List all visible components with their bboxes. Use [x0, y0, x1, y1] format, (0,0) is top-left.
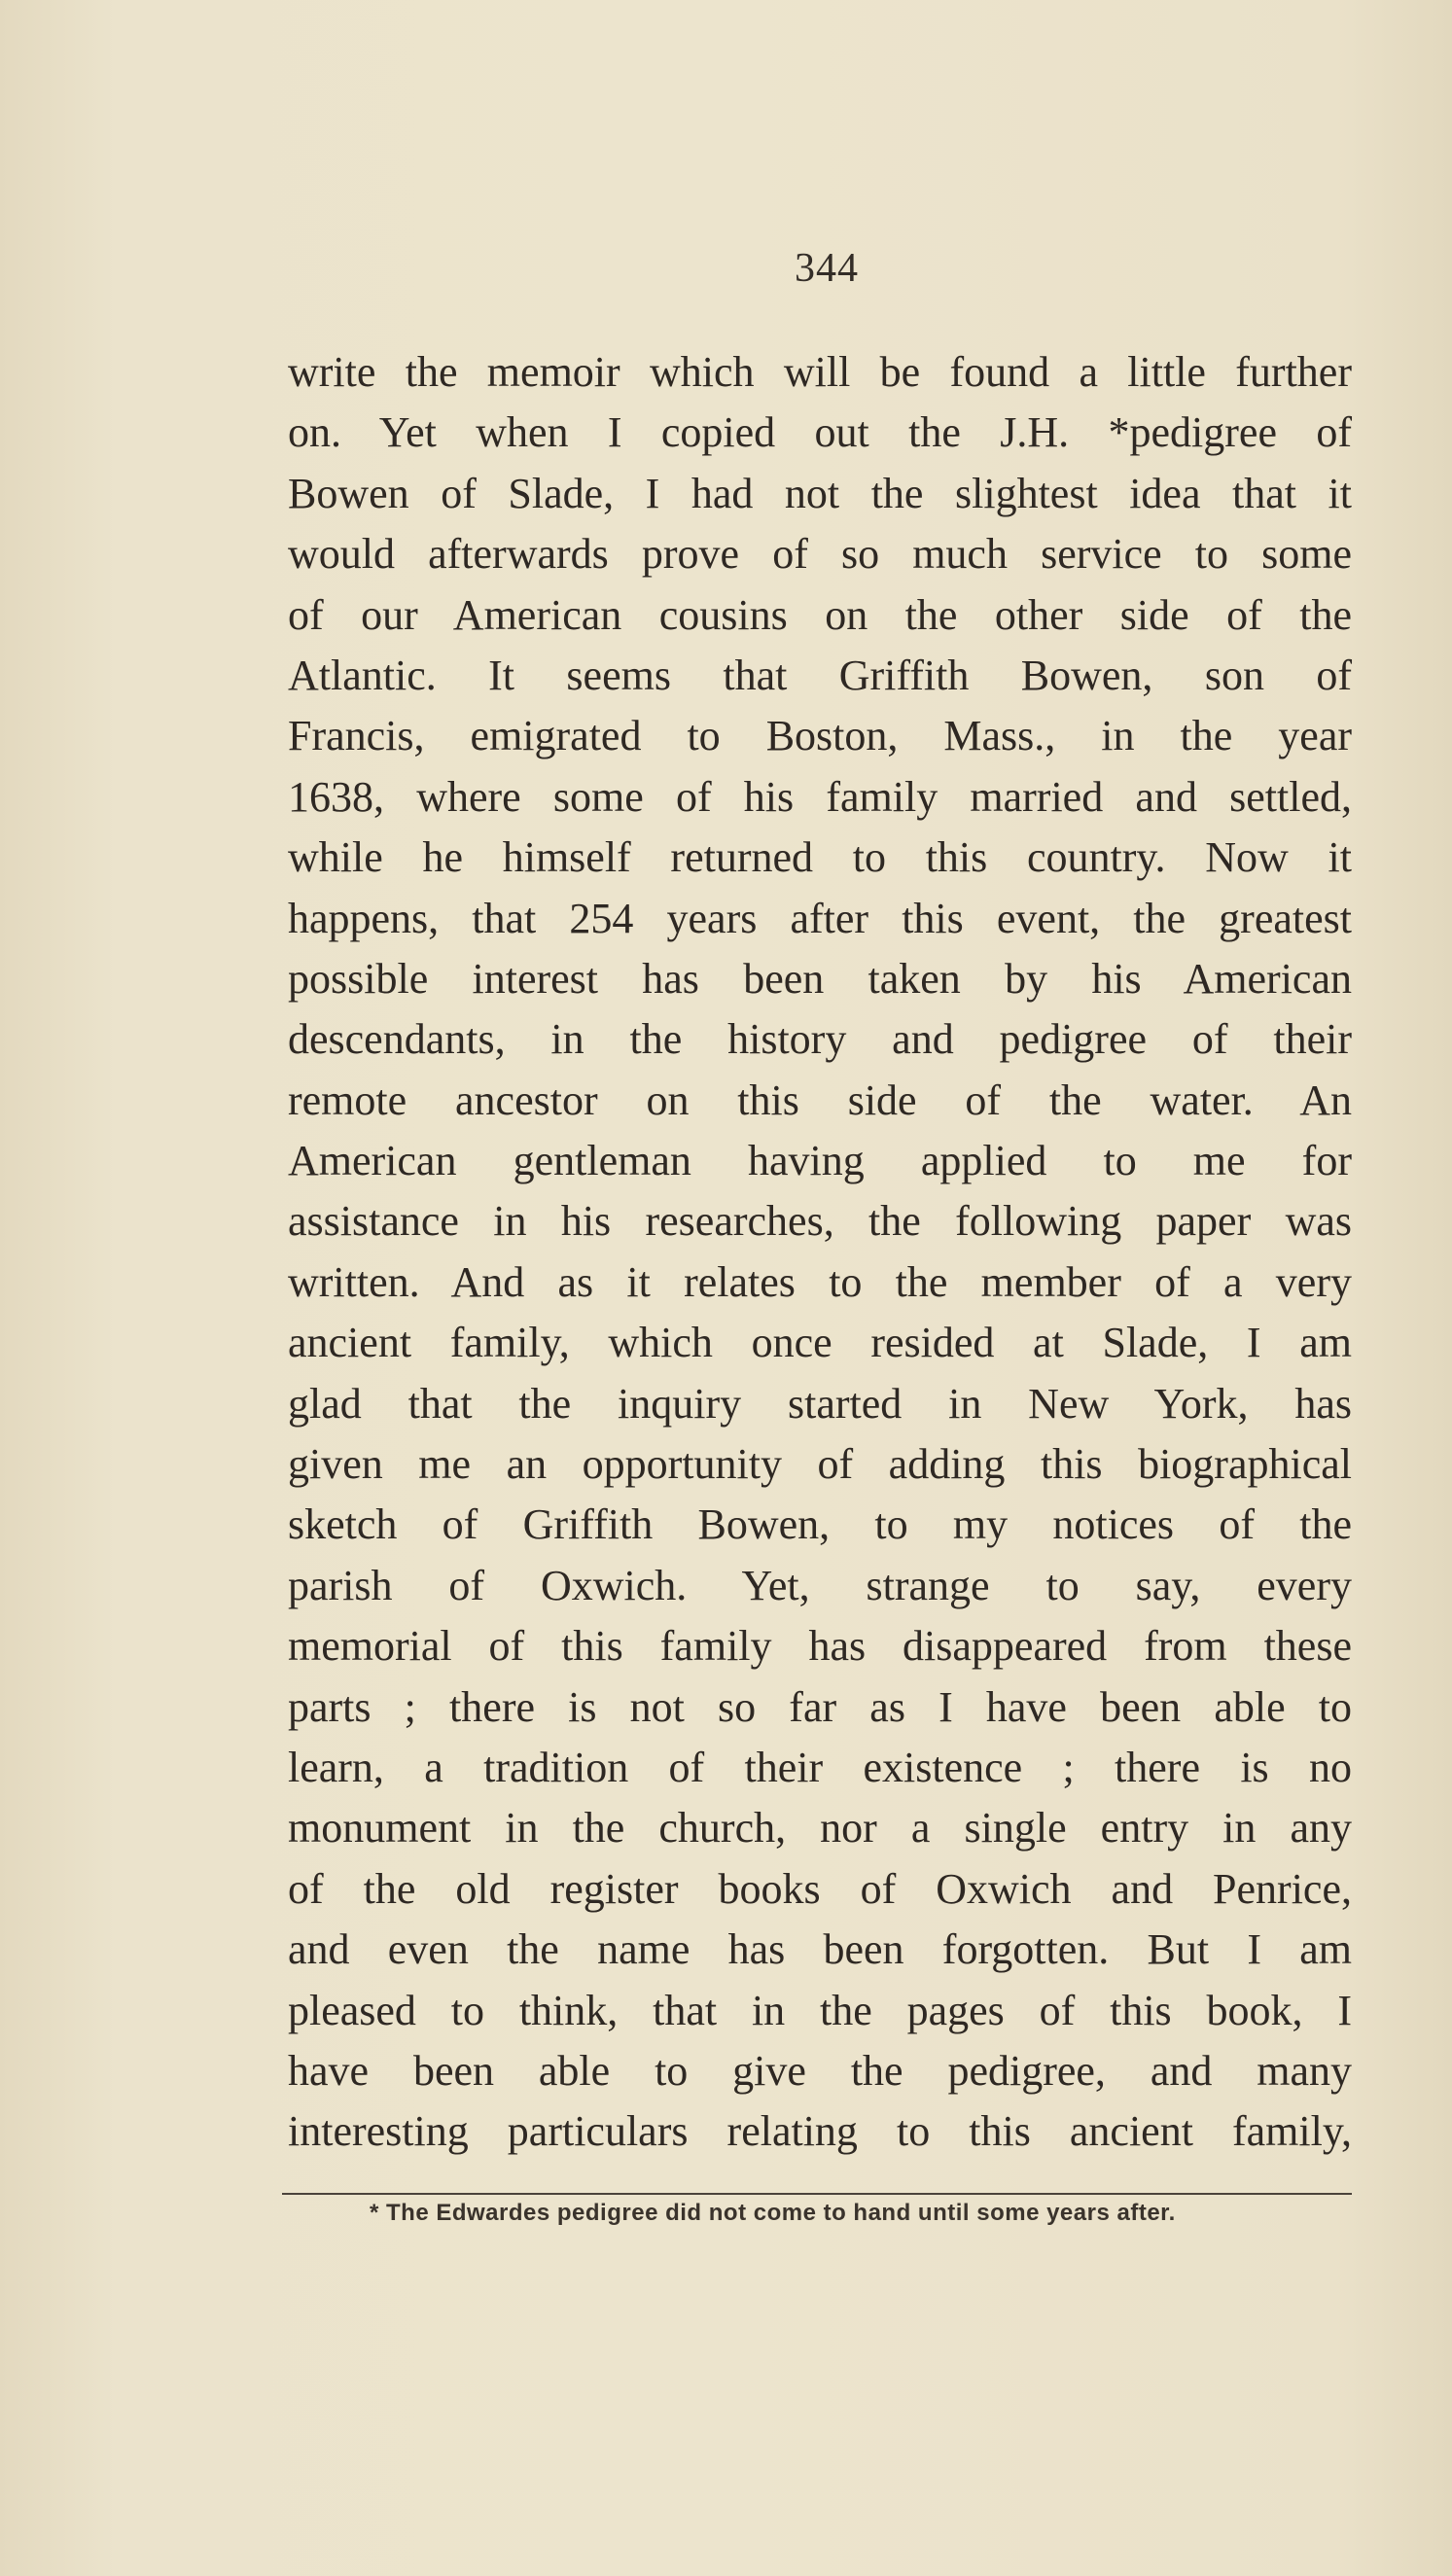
page-number: 344: [795, 246, 859, 291]
text-line: happens, that 254 years after this event, the greatest: [288, 894, 1352, 942]
text-line: American gentleman having applied to me for: [288, 1137, 1352, 1185]
text-line: Bowen of Slade, I had not the slightest idea that it: [288, 469, 1352, 517]
text-line: given me an opportunity of adding this biographical: [288, 1440, 1352, 1489]
text-line: learn, a tradition of their existence ; there is no: [288, 1743, 1352, 1791]
text-line: descendants, in the history and pedigree of their: [288, 1015, 1352, 1064]
text-line: while he himself returned to this country. Now it: [288, 833, 1352, 882]
text-line: ancient family, which once resided at Slade, I am: [288, 1319, 1352, 1367]
text-line: would afterwards prove of so much service to some: [288, 530, 1352, 579]
text-line: sketch of Griffith Bowen, to my notices of the: [288, 1500, 1352, 1549]
text-line: monument in the church, nor a single entry in any: [288, 1804, 1352, 1853]
text-line: write the memoir which will be found a little further: [288, 348, 1352, 396]
text-line: possible interest has been taken by his American: [288, 954, 1352, 1003]
text-line: and even the name has been forgotten. But I am: [288, 1925, 1352, 1974]
text-line: parish of Oxwich. Yet, strange to say, every: [288, 1561, 1352, 1609]
text-line: have been able to give the pedigree, and many: [288, 2046, 1352, 2095]
footnote-divider: [282, 2193, 1352, 2195]
text-line: pleased to think, that in the pages of this book, I: [288, 1986, 1352, 2034]
text-line: glad that the inquiry started in New York, has: [288, 1379, 1352, 1428]
text-line: remote ancestor on this side of the water. An: [288, 1076, 1352, 1124]
text-line: Atlantic. It seems that Griffith Bowen, son of: [288, 651, 1352, 699]
text-line: assistance in his researches, the following paper was: [288, 1197, 1352, 1246]
text-line: parts ; there is not so far as I have been able to: [288, 1682, 1352, 1731]
text-line: interesting particulars relating to this ancient family,: [288, 2107, 1352, 2156]
body-text: [288, 342, 1352, 2163]
text-line: 1638, where some of his family married and settled,: [288, 772, 1352, 821]
text-line: of our American cousins on the other side of the: [288, 590, 1352, 639]
text-line: on. Yet when I copied out the J.H. *pedigree of: [288, 408, 1352, 457]
text-line: written. And as it relates to the member of a very: [288, 1257, 1352, 1306]
text-line: Francis, emigrated to Boston, Mass., in the year: [288, 712, 1352, 760]
footnote: * The Edwardes pedigree did not come to hand until some years after.: [370, 2200, 1176, 2226]
text-line: memorial of this family has disappeared from these: [288, 1622, 1352, 1671]
text-line: of the old register books of Oxwich and Penrice,: [288, 1864, 1352, 1913]
